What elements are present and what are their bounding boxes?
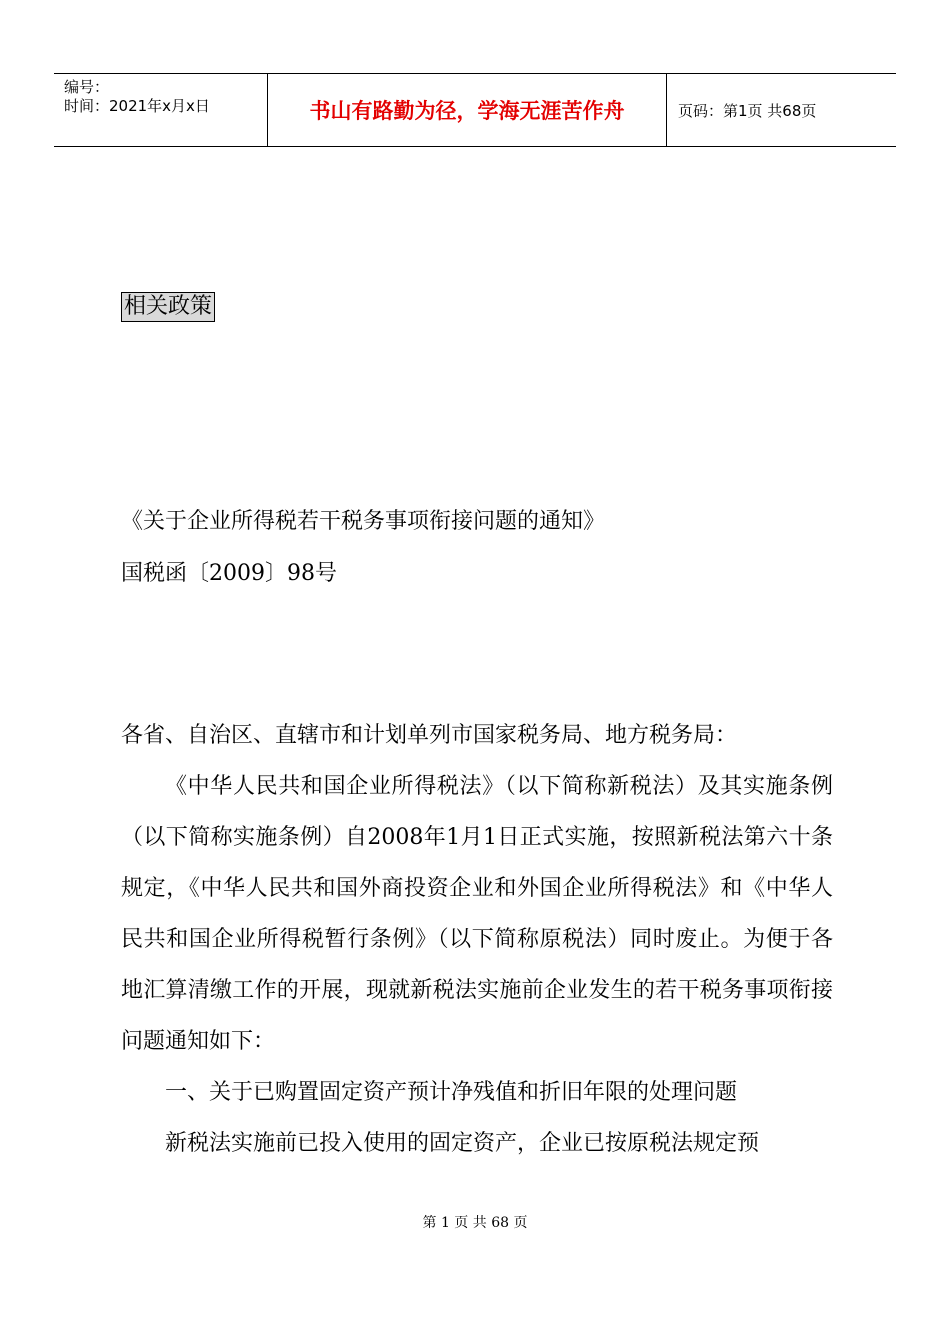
intro-paragraph: 《中华人民共和国企业所得税法》（以下简称新税法）及其实施条例（以下简称实施条例）自2008年1月1日正式实施，按照新税法第六十条规定，《中华人民共和国外商投资企业和外国企业所得税法》和《中华人民共和国企业所得税暂行条例》（以下简称原税法）同时废止。为便于各地汇算清缴工作的开展，现就新税法实施前企业发生的若干税务事项衔接问题通知如下：	[121, 774, 833, 1054]
page-header	[54, 73, 896, 147]
header-motto: 书山有路勤为径，学海无涯苦作舟	[309, 99, 625, 123]
document-number: 国税函〔2009〕98号	[121, 561, 337, 586]
item1-paragraph: 新税法实施前已投入使用的固定资产，企业已按原税法规定预	[165, 1131, 760, 1156]
header-page-info: 页码：第1页 共68页	[678, 101, 817, 120]
header-divider-right	[666, 74, 667, 146]
addressee: 各省、自治区、直辖市和计划单列市国家税务局、地方税务局：	[121, 723, 738, 748]
header-meta	[64, 78, 264, 116]
section-label: 相关政策	[121, 292, 215, 322]
document-title: 《关于企业所得税若干税务事项衔接问题的通知》	[121, 509, 606, 534]
document-body	[121, 710, 833, 1169]
header-number-label: 编号：	[64, 78, 110, 96]
item1-heading: 一、关于已购置固定资产预计净残值和折旧年限的处理问题	[165, 1080, 738, 1105]
header-time-label: 时间：2021年x月x日	[64, 97, 210, 115]
page-footer: 第 1 页 共 68 页	[422, 1215, 528, 1231]
